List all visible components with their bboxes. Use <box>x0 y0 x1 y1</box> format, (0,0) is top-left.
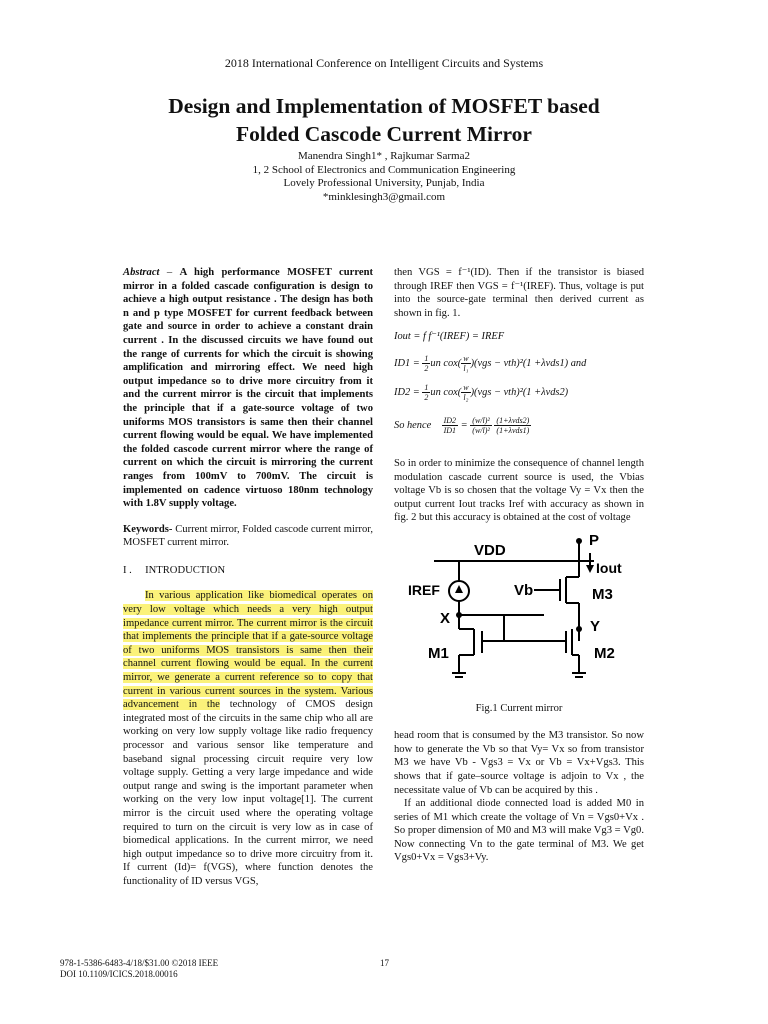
frac-num: 1 <box>424 382 429 392</box>
intro-text: technology of CMOS design integrated most of the circuits in the same chip who all are working on very low supply voltage like radio frequency processor and various sensor like temperature and baseband signal processing circuit require very low voltage supply. Getting a very large impedance and wide output range and swing is the important parameter when working on the very low input voltage[1]. The current mirror is the circuit used where the operating voltage required to turn on the circuit is very low as in case of biomedical applications. In the current mirror, we need high output impedance so to drive more circuitry from it. If current (Id)= f(VGS), where function denotes the functionality of ID versus VGS, <box>123 699 373 887</box>
equals-sign: = <box>460 419 468 431</box>
section-title: INTRODUCTION <box>145 564 226 576</box>
eq-id2-lhs: ID2 = <box>394 386 423 398</box>
introduction-paragraph <box>123 589 373 888</box>
paragraph-2: So in order to minimize the consequence of channel length modulation cascade current source is used, the Vbias voltage Vb is so chosen that the voltage Vy = Vx then the output current Iout tracks Iref with accuracy as shown in fig. 2 but this accuracy is obtained at the cost of voltage <box>394 457 644 524</box>
abstract-dash: – <box>159 267 180 278</box>
node-y-dot <box>576 626 582 632</box>
frac-num: ID2 <box>443 415 457 425</box>
page-number: 17 <box>380 958 389 968</box>
abstract-label: Abstract <box>123 267 160 278</box>
eq-id1-lhs: ID1 = <box>394 357 423 369</box>
lambda-ratio <box>494 416 531 435</box>
footer-block <box>60 958 218 980</box>
label-m1: M1 <box>428 644 449 662</box>
conference-header: 2018 International Conference on Intelligent Circuits and Systems <box>224 56 544 70</box>
equation-ratio <box>394 416 644 435</box>
paragraph-3: head room that is consumed by the M3 transistor. So now how to generate the Vb so that Vy= Vx so from transistor M3 we have Vb - Vgs3 = Vx or Vb = Vx+Vgs3. This shows that if gate–source voltage is adjoin to Vx , the necessitate value of Vb can be acquired by this . <box>394 730 644 796</box>
label-p: P <box>589 532 600 549</box>
keywords <box>123 523 373 550</box>
eq-id2-rhs: )(vgs − vth)²(1 +λvds2) <box>470 386 569 398</box>
section-number: I . <box>123 564 132 576</box>
right-column <box>394 266 644 865</box>
frac-num: (w/l)² <box>472 415 490 425</box>
frac-den: l₁ <box>463 363 469 373</box>
equation-iout: Iout = f f⁻¹(IREF) = IREF <box>394 331 505 343</box>
title-line-1: Design and Implementation of MOSFET based <box>168 94 600 118</box>
current-mirror-figure <box>394 533 644 693</box>
author-block <box>0 150 768 204</box>
eq-id2-mid: un cox( <box>430 386 462 398</box>
frac-num: (1+λvds2) <box>496 415 530 425</box>
paper-title <box>0 92 768 148</box>
so-hence-label: So hence <box>394 419 432 431</box>
paragraph-1: then VGS = f⁻¹(ID). Then if the transistor is biased through IREF then VGS = f⁻¹(IREF). Thus, voltage is put into the source-gate terminal then derived current as shown in fig. 1. <box>394 267 644 319</box>
frac-den: ID1 <box>443 425 457 435</box>
title-line-2: Folded Cascode Current Mirror <box>236 122 532 146</box>
label-m3: M3 <box>592 585 613 603</box>
wl-ratio <box>470 416 492 435</box>
affiliation-line-2: Lovely Professional University, Punjab, India <box>283 177 485 189</box>
label-y: Y <box>590 617 601 635</box>
author-email: *minklesingh3@gmail.com <box>322 190 446 203</box>
frac-den: 2 <box>424 363 429 373</box>
frac-den: 2 <box>424 392 429 402</box>
left-column <box>123 266 373 889</box>
frac-num: w <box>463 382 469 392</box>
equation-id1 <box>394 354 644 373</box>
node-x-dot <box>456 612 462 618</box>
eq-id1-rhs: )(vgs − vth)²(1 +λvds1) and <box>470 357 587 369</box>
wl-fraction <box>461 383 470 402</box>
label-x: X <box>440 609 451 627</box>
author-names: Manendra Singh1* , Rajkumar Sarma2 <box>298 150 470 162</box>
abstract-text: A high performance MOSFET current mirror in a folded cascade configuration is design to achieve a high output resistance . The design has both n and p type MOSFET for current feedback between gate and source in order to achieve a constant drain current . In the discussed circuits we have found out the range of currents for which the circuit is showing amplification and mirroring effect. We need high output impedance so to drive more circuitry from it and the current mirror is the circuit that implements the principle that if a gate-source voltage of two uniforms MOS transistors is same then their channel current flowing would be equal. We have implemented the folded cascode current mirror where the range of current on which the circuit is mirroring the current ranges from 100mV to 700mV. The circuit is implemented on cadence virtuoso 180nm technology with 1.8V supply voltage. <box>123 267 373 510</box>
id-ratio <box>442 416 458 435</box>
figure-caption: Fig.1 Current mirror <box>475 702 563 714</box>
eq-id1-mid: un cox( <box>430 357 462 369</box>
label-vb: Vb <box>514 581 534 599</box>
footer-doi: DOI 10.1109/ICICS.2018.00016 <box>60 969 178 979</box>
frac-den: (1+λvds1) <box>496 425 530 435</box>
footer-isbn: 978-1-5386-6483-4/18/$31.00 ©2018 IEEE <box>60 958 219 968</box>
frac-den: l₂ <box>463 392 469 402</box>
node-p-dot <box>576 538 582 544</box>
frac-num: w <box>463 353 469 363</box>
label-m2: M2 <box>594 644 615 662</box>
paragraph-4: If an additional diode connected load is added M0 in series of M1 which create the voltage of Vn = Vgs0+Vx . So proper dimension of M0 and M3 will make Vg3 = Vg0. Now connecting Vn to the gate terminal of M3. We get Vgs0+Vx = Vgs3+Vy. <box>394 798 644 864</box>
label-iref: IREF <box>408 581 440 598</box>
keywords-text: Current mirror, Folded cascode current mirror, MOSFET current mirror. <box>123 523 373 549</box>
equation-id2 <box>394 383 644 402</box>
highlighted-text: In various application like biomedical operates on very low voltage which needs a very high output impedance current mirror. The current mirror is the circuit that implements the principle that if a gate-source voltage of two uniforms MOS transistors is same then their channel current flowing would be equal. In the current mirror, we generate a current reference so to copy that current in various current sources in the system. Various advancement in the <box>123 590 373 711</box>
frac-den: (w/l)² <box>472 425 490 435</box>
abstract <box>123 266 373 511</box>
frac-num: 1 <box>424 353 429 363</box>
wl-fraction <box>461 354 470 373</box>
label-iout: Iout <box>596 559 622 576</box>
keywords-label: Keywords- <box>123 523 173 535</box>
label-vdd: VDD <box>474 541 506 559</box>
section-heading-introduction <box>123 564 373 578</box>
affiliation-line-1: 1, 2 School of Electronics and Communication Engineering <box>252 163 516 176</box>
